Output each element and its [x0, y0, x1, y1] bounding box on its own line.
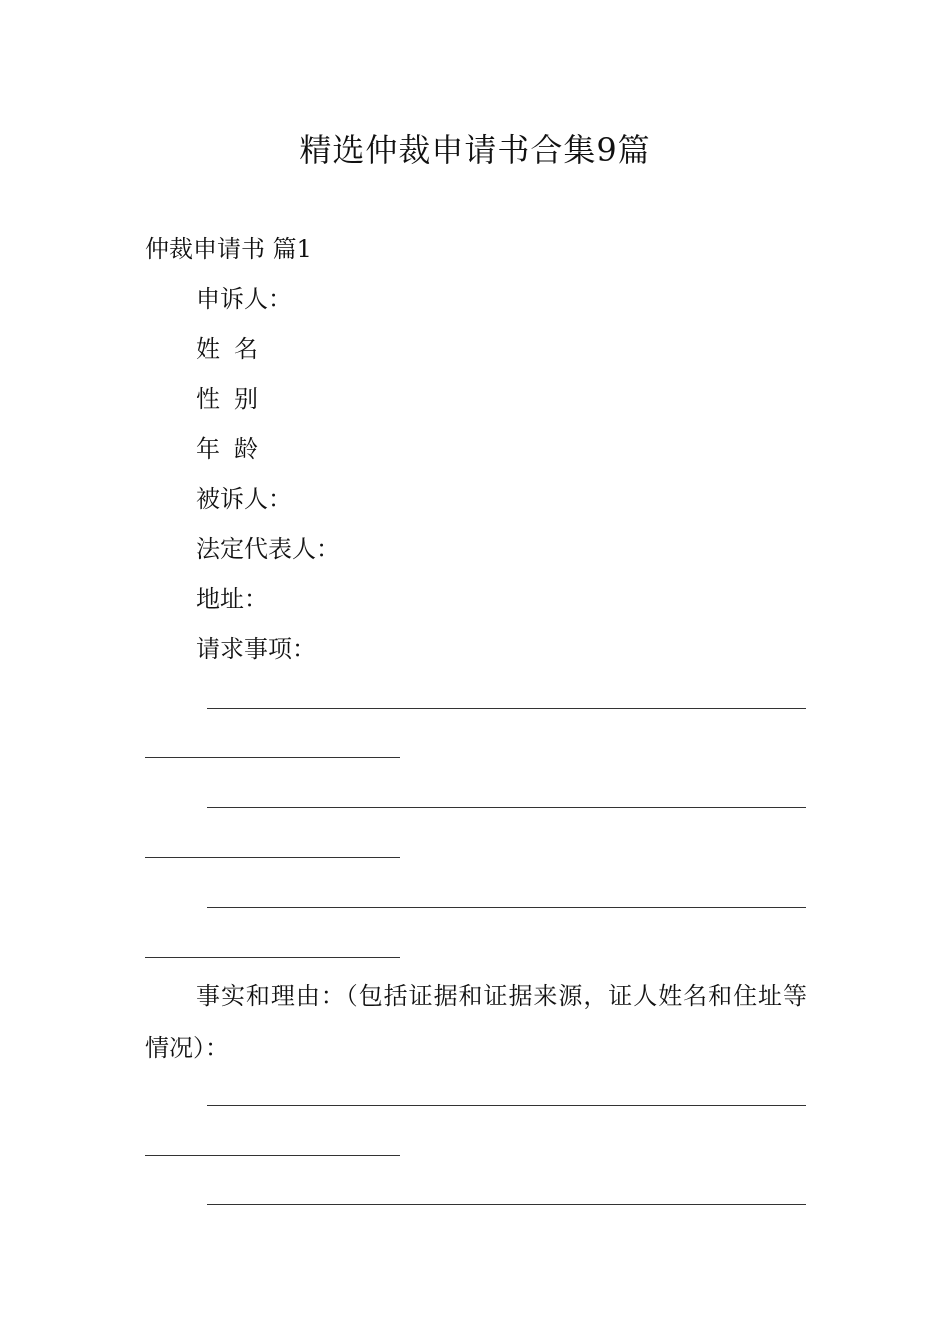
- claims-fill-line: [145, 857, 400, 858]
- claims-label: 请求事项：: [196, 635, 316, 663]
- facts-fill-line: [207, 1105, 806, 1106]
- legal-representative-label: 法定代表人：: [196, 535, 340, 563]
- age-label: [196, 432, 258, 466]
- facts-fill-line: [145, 1155, 400, 1156]
- claims-fill-line: [207, 807, 806, 808]
- gender-label: [196, 382, 258, 416]
- address-label: 地址：: [196, 585, 268, 613]
- gender-label-char-2: 别: [234, 385, 258, 413]
- claims-fill-line: [145, 757, 400, 758]
- applicant-label: 申诉人：: [196, 285, 292, 313]
- facts-fill-line: [207, 1204, 806, 1205]
- claims-fill-line: [207, 907, 806, 908]
- respondent-label: 被诉人：: [196, 485, 292, 513]
- name-label-char-1: 姓: [196, 335, 220, 363]
- claims-fill-line: [207, 708, 806, 709]
- age-label-char-2: 龄: [234, 435, 258, 463]
- claims-fill-line: [145, 957, 400, 958]
- gender-label-char-1: 性: [196, 385, 220, 413]
- age-label-char-1: 年: [196, 435, 220, 463]
- name-label-char-2: 名: [234, 335, 258, 363]
- document-title: 精选仲裁申请书合集9篇: [299, 131, 651, 169]
- name-label: [196, 332, 258, 366]
- facts-and-reasons-paragraph: 事实和理由：（包括证据和证据来源，证人姓名和住址等情况）：: [145, 982, 807, 1062]
- section-heading: 仲裁申请书 篇1: [145, 235, 312, 263]
